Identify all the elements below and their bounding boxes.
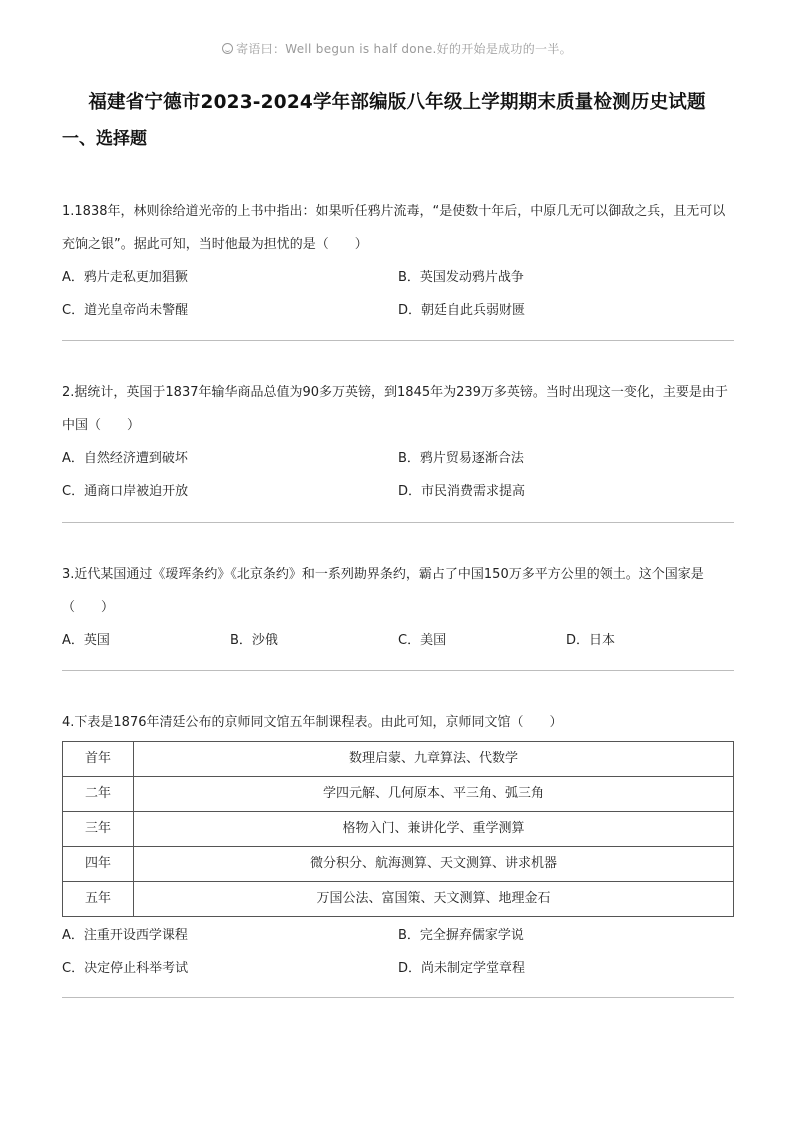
question-3-option-d: D．日本 [566, 633, 616, 648]
table-cell-courses: 万国公法、富国策、天文测算、地理金石 [134, 882, 734, 917]
divider [62, 522, 734, 523]
table-row [63, 882, 734, 917]
question-2-option-d: D．市民消费需求提高 [398, 484, 526, 499]
table-cell-courses: 学四元解、几何原本、平三角、弧三角 [134, 777, 734, 812]
question-1-stem: 1.1838年，林则徐给道光帝的上书中指出：如果听任鸦片流毒，“是使数十年后，中原几无可以御敌之兵，且无可以充饷之银”。据此可知，当时他最为担忧的是（ ） [62, 204, 726, 252]
question-3-option-c: C．美国 [398, 633, 447, 648]
table-row [63, 847, 734, 882]
question-2-options [62, 442, 734, 508]
divider [62, 997, 734, 998]
question-2-option-c: C．通商口岸被迫开放 [62, 484, 189, 499]
question-4-options [62, 919, 734, 985]
question-4 [62, 706, 734, 985]
divider [62, 340, 734, 341]
table-row [63, 812, 734, 847]
table-cell-year: 首年 [63, 742, 134, 777]
question-2-option-b: B．鸦片贸易逐渐合法 [398, 451, 524, 466]
question-1-option-c: C．道光皇帝尚未警醒 [62, 303, 189, 318]
divider [62, 670, 734, 671]
header-motto-text: 寄语曰：Well begun is half done.好的开始是成功的一半。 [236, 42, 572, 56]
question-4-option-b: B．完全摒弃儒家学说 [398, 928, 524, 943]
table-cell-year: 二年 [63, 777, 134, 812]
question-4-option-d: D．尚未制定学堂章程 [398, 961, 526, 976]
table-cell-year: 五年 [63, 882, 134, 917]
question-1-options [62, 261, 734, 327]
question-3 [62, 558, 734, 657]
document-title: 福建省宁德市2023-2024学年部编版八年级上学期期末质量检测历史试题 [88, 92, 706, 113]
table-row [63, 742, 734, 777]
smile-icon [222, 43, 233, 54]
table-cell-year: 四年 [63, 847, 134, 882]
question-2-option-a: A．自然经济遭到破坏 [62, 451, 188, 466]
question-3-options [62, 624, 734, 657]
question-1-option-d: D．朝廷自此兵弱财匮 [398, 303, 526, 318]
table-cell-year: 三年 [63, 812, 134, 847]
header-motto [0, 40, 794, 57]
question-3-stem: 3.近代某国通过《瑷珲条约》《北京条约》和一系列勘界条约，霸占了中国150万多平方公里的领土。这个国家是（ ） [62, 567, 704, 615]
table-cell-courses: 格物入门、兼讲化学、重学测算 [134, 812, 734, 847]
table-row [63, 777, 734, 812]
question-2-stem: 2.据统计，英国于1837年输华商品总值为90多万英镑，到1845年为239万多英镑。当时出现这一变化，主要是由于中国（ ） [62, 385, 728, 433]
section-title: 一、选择题 [62, 129, 147, 149]
question-4-option-c: C．决定停止科举考试 [62, 961, 189, 976]
question-4-option-a: A．注重开设西学课程 [62, 928, 188, 943]
question-3-option-b: B．沙俄 [230, 633, 278, 648]
question-1-option-b: B．英国发动鸦片战争 [398, 270, 524, 285]
question-3-option-a: A．英国 [62, 633, 110, 648]
question-2 [62, 376, 734, 508]
question-1 [62, 195, 734, 327]
table-cell-courses: 数理启蒙、九章算法、代数学 [134, 742, 734, 777]
table-cell-courses: 微分积分、航海测算、天文测算、讲求机器 [134, 847, 734, 882]
question-4-stem: 4.下表是1876年清廷公布的京师同文馆五年制课程表。由此可知，京师同文馆（ ） [62, 715, 563, 730]
curriculum-table [62, 741, 734, 917]
question-1-option-a: A．鸦片走私更加猖獗 [62, 270, 188, 285]
